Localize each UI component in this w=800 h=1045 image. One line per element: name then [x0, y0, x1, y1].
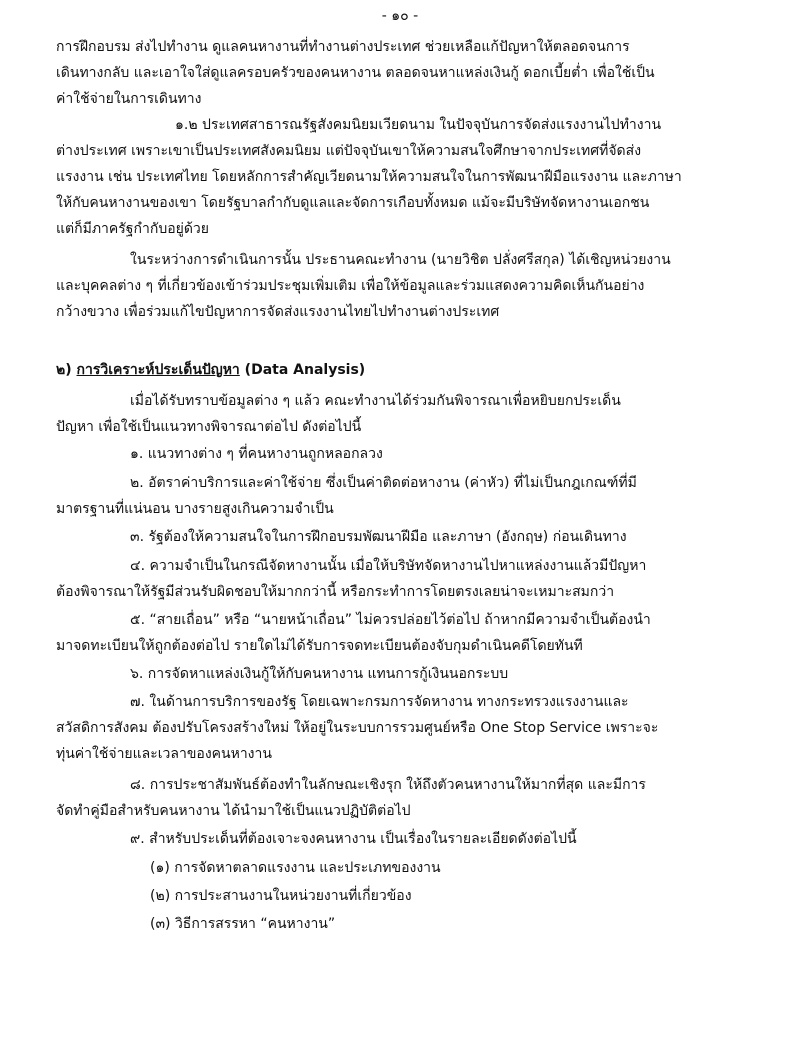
paragraph-line: ต่างประเทศ เพราะเขาเป็นประเทศสังคมนิยม แต่ปัจจุบันเขาให้ความสนใจศึกษาจากประเทศที่จัดส่ง — [56, 143, 642, 159]
paragraph-line: แรงงาน เช่น ประเทศไทย โดยหลักการสำคัญเวียดนามให้ความสนใจในการพัฒนาฝีมือแรงงาน และภาษา — [56, 169, 682, 185]
paragraph-line: แต่ก็มีภาครัฐกำกับอยู่ด้วย — [56, 221, 209, 237]
sub-list-item: (๑) การจัดหาตลาดแรงงาน และประเภทของงาน — [150, 860, 441, 876]
list-item: ๕. “สายเถื่อน” หรือ “นายหน้าเถื่อน” ไม่ควรปล่อยไว้ต่อไป ถ้าหากมีความจำเป็นต้องนำ — [130, 612, 651, 628]
list-item: ๙. สำหรับประเด็นที่ต้องเจาะจงคนหางาน เป็นเรื่องในรายละเอียดดังต่อไปนี้ — [130, 831, 577, 847]
paragraph-line: ให้กับคนหางานของเขา โดยรัฐบาลกำกับดูแลและจัดการเกือบทั้งหมด แม้จะมีบริษัทจัดหางานเอกชน — [56, 195, 650, 211]
list-item: ๘. การประชาสัมพันธ์ต้องทำในลักษณะเชิงรุก ให้ถึงตัวคนหางานให้มากที่สุด และมีการ — [130, 777, 646, 793]
section-title-suffix: (Data Analysis) — [239, 362, 366, 378]
sub-list-item: (๓) วิธีการสรรหา “คนหางาน” — [150, 916, 336, 932]
list-item: ๑. แนวทางต่าง ๆ ที่คนหางานถูกหลอกลวง — [130, 446, 383, 462]
page-number: - ๑๐ - — [381, 8, 419, 24]
list-item-continuation: จัดทำคู่มือสำหรับคนหางาน ได้นำมาใช้เป็นแนวปฏิบัติต่อไป — [56, 803, 411, 819]
section-number: ๒) — [56, 362, 72, 378]
paragraph-line: ในระหว่างการดำเนินการนั้น ประธานคณะทำงาน (นายวิชิต ปลั่งศรีสกุล) ได้เชิญหน่วยงาน — [130, 252, 671, 268]
list-item: ๒. อัตราค่าบริการและค่าใช้จ่าย ซึ่งเป็นค่าติดต่อหางาน (ค่าหัว) ที่ไม่เป็นกฎเกณฑ์ที่มี — [130, 475, 637, 491]
list-item: ๖. การจัดหาแหล่งเงินกู้ให้กับคนหางาน แทนการกู้เงินนอกระบบ — [130, 666, 509, 682]
paragraph-line: เดินทางกลับ และเอาใจใส่ดูแลครอบครัวของคนหางาน ตลอดจนหาแหล่งเงินกู้ ดอกเบี้ยต่ำ เพื่อใช้เป็น — [56, 65, 655, 81]
list-item-continuation: สวัสดิการสังคม ต้องปรับโครงสร้างใหม่ ให้อยู่ในระบบการรวมศูนย์หรือ One Stop Service เพราะจะ — [56, 720, 659, 736]
list-item-continuation: ทุ่นค่าใช้จ่ายและเวลาของคนหางาน — [56, 746, 272, 762]
list-item-continuation: มาจดทะเบียนให้ถูกต้องต่อไป รายใดไม่ได้รับการจดทะเบียนต้องจับกุมดำเนินคดีโดยทันที — [56, 638, 583, 654]
paragraph-line: ปัญหา เพื่อใช้เป็นแนวทางพิจารณาต่อไป ดังต่อไปนี้ — [56, 419, 362, 435]
list-item-continuation: มาตรฐานที่แน่นอน บางรายสูงเกินความจำเป็น — [56, 501, 334, 517]
list-item-continuation: ต้องพิจารณาให้รัฐมีส่วนรับผิดชอบให้มากกว่านี้ หรือกระทำการโดยตรงเลยน่าจะเหมาะสมกว่า — [56, 584, 615, 600]
paragraph-line: การฝึกอบรม ส่งไปทำงาน ดูแลคนหางานที่ทำงานต่างประเทศ ช่วยเหลือแก้ปัญหาให้ตลอดจนการ — [56, 39, 630, 55]
list-item: ๔. ความจำเป็นในกรณีจัดหางานนั้น เมื่อให้บริษัทจัดหางานไปหาแหล่งงานแล้วมีปัญหา — [130, 558, 647, 574]
paragraph-line: ๑.๒ ประเทศสาธารณรัฐสังคมนิยมเวียดนาม ในปัจจุบันการจัดส่งแรงงานไปทำงาน — [175, 117, 662, 133]
sub-list-item: (๒) การประสานงานในหน่วยงานที่เกี่ยวข้อง — [150, 888, 412, 904]
paragraph-line: และบุคคลต่าง ๆ ที่เกี่ยวข้องเข้าร่วมประชุมเพิ่มเติม เพื่อให้ข้อมูลและร่วมแสดงความคิดเห็นกันอย่าง — [56, 278, 645, 294]
paragraph-line: เมื่อได้รับทราบข้อมูลต่าง ๆ แล้ว คณะทำงานได้ร่วมกันพิจารณาเพื่อหยิบยกประเด็น — [130, 393, 621, 409]
list-item: ๗. ในด้านการบริการของรัฐ โดยเฉพาะกรมการจัดหางาน ทางกระทรวงแรงงานและ — [130, 694, 629, 710]
paragraph-line: ค่าใช้จ่ายในการเดินทาง — [56, 91, 202, 107]
section-heading — [56, 360, 365, 380]
paragraph-line: กว้างขวาง เพื่อร่วมแก้ไขปัญหาการจัดส่งแรงงานไทยไปทำงานต่างประเทศ — [56, 304, 500, 320]
list-item: ๓. รัฐต้องให้ความสนใจในการฝึกอบรมพัฒนาฝีมือ และภาษา (อังกฤษ) ก่อนเดินทาง — [130, 529, 627, 545]
section-title: การวิเคราะห์ประเด็นปัญหา — [76, 362, 240, 378]
